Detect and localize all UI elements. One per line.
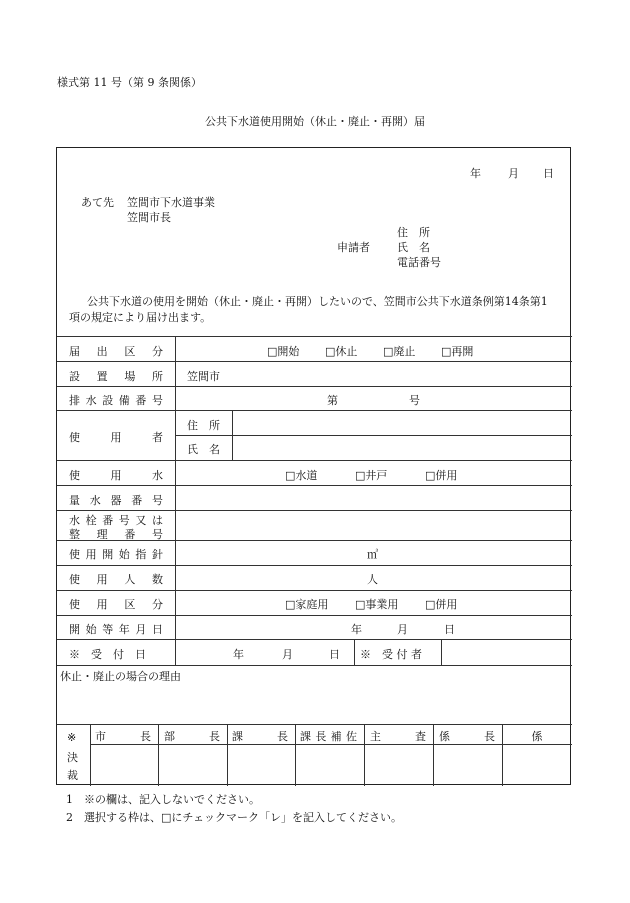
label-char: 始 — [85, 623, 97, 636]
applicant-phone-label: 電話番号 — [397, 256, 441, 269]
drain-number-suffix: 号 — [409, 394, 420, 407]
label-use-category — [69, 596, 163, 612]
label-char: 水 — [69, 514, 80, 527]
received-day: 日 — [329, 648, 340, 661]
label-char: 使 — [69, 469, 80, 482]
label-char: 長 — [484, 730, 495, 743]
approval-col-director — [164, 728, 220, 744]
label-char: 分 — [151, 598, 163, 611]
checkbox-suspend[interactable]: □休止 — [325, 345, 358, 358]
label-char: 指 — [135, 548, 147, 561]
label-char: 月 — [135, 623, 147, 636]
label-char: 番 — [124, 528, 136, 541]
label-char: 年 — [118, 623, 130, 636]
approval-col-section-chief — [232, 728, 288, 744]
checkbox-business[interactable]: □事業用 — [355, 598, 399, 611]
statement-line2: 項の規定により届け出ます。 — [69, 311, 212, 324]
label-char: 番 — [131, 494, 143, 507]
label-char: 出 — [96, 345, 108, 358]
label-char: 番 — [102, 514, 114, 527]
checkbox-resume[interactable]: □再開 — [441, 345, 474, 358]
label-drain-number — [69, 392, 163, 408]
label-user — [69, 429, 163, 445]
label-char: 使 — [69, 431, 80, 444]
approval-col-staff: 係 — [531, 730, 543, 743]
label-char: 区 — [124, 345, 136, 358]
label-char: 区 — [124, 598, 136, 611]
label-char: 水 — [85, 394, 97, 407]
received-month: 月 — [282, 648, 293, 661]
drain-number-prefix: 第 — [327, 394, 338, 407]
label-char: 長 — [315, 730, 327, 743]
label-water — [69, 467, 163, 483]
checkbox-well[interactable]: □井戸 — [355, 469, 388, 482]
start-date-month: 月 — [397, 623, 408, 636]
label-char: 部 — [164, 730, 175, 743]
label-char: 市 — [95, 730, 106, 743]
start-reading-unit: ㎥ — [367, 548, 378, 561]
label-receiver: ※ 受 付 者 — [360, 648, 422, 661]
checkbox-water-combined[interactable]: □併用 — [425, 469, 458, 482]
statement-line1: 公共下水道の使用を開始（休止・廃止・再開）したいので、笠間市公共下水道条例第14条第1 — [87, 295, 548, 308]
label-char: 備 — [118, 394, 130, 407]
label-char: 開 — [69, 623, 80, 636]
label-char: 数 — [151, 573, 163, 586]
label-char: 係 — [439, 730, 450, 743]
approval-label-1: 決 — [67, 751, 78, 764]
label-char: 課 — [232, 730, 243, 743]
label-char: 長 — [209, 730, 220, 743]
label-char: 佐 — [345, 730, 357, 743]
label-hydrant-2 — [69, 526, 163, 542]
persons-unit: 人 — [367, 573, 378, 586]
date-year: 年 — [470, 167, 481, 180]
note-2: 2 選択する枠は、□にチェックマーク「レ」を記入してください。 — [66, 811, 403, 824]
label-char: 使 — [69, 573, 80, 586]
location-value[interactable]: 笠間市 — [187, 370, 220, 383]
label-char: 届 — [69, 345, 80, 358]
label-char: 号 — [151, 528, 163, 541]
label-char: 開 — [102, 548, 114, 561]
label-char: 水 — [152, 469, 163, 482]
checkbox-tap-water[interactable]: □水道 — [285, 469, 318, 482]
label-char: 用 — [85, 548, 97, 561]
label-char: 号 — [151, 394, 163, 407]
checkbox-use-combined[interactable]: □併用 — [425, 598, 458, 611]
label-char: 場 — [124, 370, 136, 383]
label-char: 使 — [69, 598, 80, 611]
label-location — [69, 368, 163, 384]
label-char: 水 — [89, 494, 101, 507]
label-char: 補 — [330, 730, 342, 743]
note-1: 1 ※の欄は、記入しないでください。 — [66, 793, 260, 806]
start-date-day: 日 — [444, 623, 455, 636]
form-title: 公共下水道使用開始（休止・廃止・再開）届 — [205, 115, 425, 128]
label-char: 針 — [151, 548, 163, 561]
application-form — [56, 147, 571, 785]
label-char: 長 — [277, 730, 288, 743]
label-char: 排 — [69, 394, 80, 407]
label-received-date: ※ 受 付 日 — [69, 648, 146, 661]
date-day: 日 — [543, 167, 554, 180]
label-char: 置 — [96, 370, 108, 383]
approval-col-unit-chief — [439, 728, 495, 744]
label-char: 号 — [118, 514, 130, 527]
label-char: 人 — [124, 573, 136, 586]
label-char: 査 — [415, 730, 426, 743]
label-char: 分 — [151, 345, 163, 358]
label-notification-type — [69, 343, 163, 359]
user-name-label: 氏 名 — [187, 443, 220, 456]
approval-label-2: 裁 — [67, 769, 78, 782]
label-char: 設 — [69, 370, 80, 383]
label-char: 番 — [135, 394, 147, 407]
label-persons — [69, 571, 163, 587]
label-char: 者 — [152, 431, 163, 444]
label-char: 用 — [96, 573, 108, 586]
label-char: 主 — [370, 730, 381, 743]
label-start-reading — [69, 546, 163, 562]
label-meter-number — [69, 492, 163, 508]
approval-col-mayor — [95, 728, 151, 744]
applicant-name-label: 氏 名 — [397, 241, 430, 254]
date-month: 月 — [508, 167, 519, 180]
label-char: 使 — [69, 548, 80, 561]
label-char: 又 — [135, 514, 147, 527]
label-char: 号 — [152, 494, 163, 507]
label-char: 理 — [96, 528, 108, 541]
label-char: 栓 — [85, 514, 97, 527]
addressee-line1: 笠間市下水道事業 — [127, 196, 215, 209]
label-char: 量 — [69, 494, 80, 507]
approval-col-inspector — [370, 728, 426, 744]
label-char: 用 — [110, 469, 122, 482]
start-date-year: 年 — [351, 623, 362, 636]
label-char: 始 — [118, 548, 130, 561]
label-start-date — [69, 621, 163, 637]
label-char: 用 — [96, 598, 108, 611]
label-char: 日 — [151, 623, 163, 636]
addressee-line2: 笠間市長 — [127, 211, 171, 224]
applicant-label: 申請者 — [337, 241, 370, 254]
approval-col-deputy-chief — [300, 728, 357, 744]
label-reason: 休止・廃止の場合の理由 — [60, 670, 181, 683]
received-year: 年 — [233, 648, 244, 661]
label-char: 設 — [102, 394, 114, 407]
approval-mark: ※ — [67, 731, 77, 744]
label-char: 等 — [102, 623, 114, 636]
applicant-address-label: 住 所 — [397, 226, 430, 239]
label-char: 用 — [110, 431, 122, 444]
label-char: 長 — [140, 730, 151, 743]
form-number: 様式第 11 号（第 9 条関係） — [57, 76, 202, 89]
checkbox-abolish[interactable]: □廃止 — [383, 345, 416, 358]
label-char: 所 — [151, 370, 163, 383]
user-address-label: 住 所 — [187, 419, 220, 432]
label-char: 整 — [69, 528, 80, 541]
checkbox-start[interactable]: □開始 — [267, 345, 300, 358]
label-char: 課 — [300, 730, 311, 743]
label-char: 器 — [110, 494, 122, 507]
label-char: は — [151, 514, 163, 527]
checkbox-household[interactable]: □家庭用 — [285, 598, 329, 611]
addressee-prefix: あて先 — [81, 196, 114, 209]
